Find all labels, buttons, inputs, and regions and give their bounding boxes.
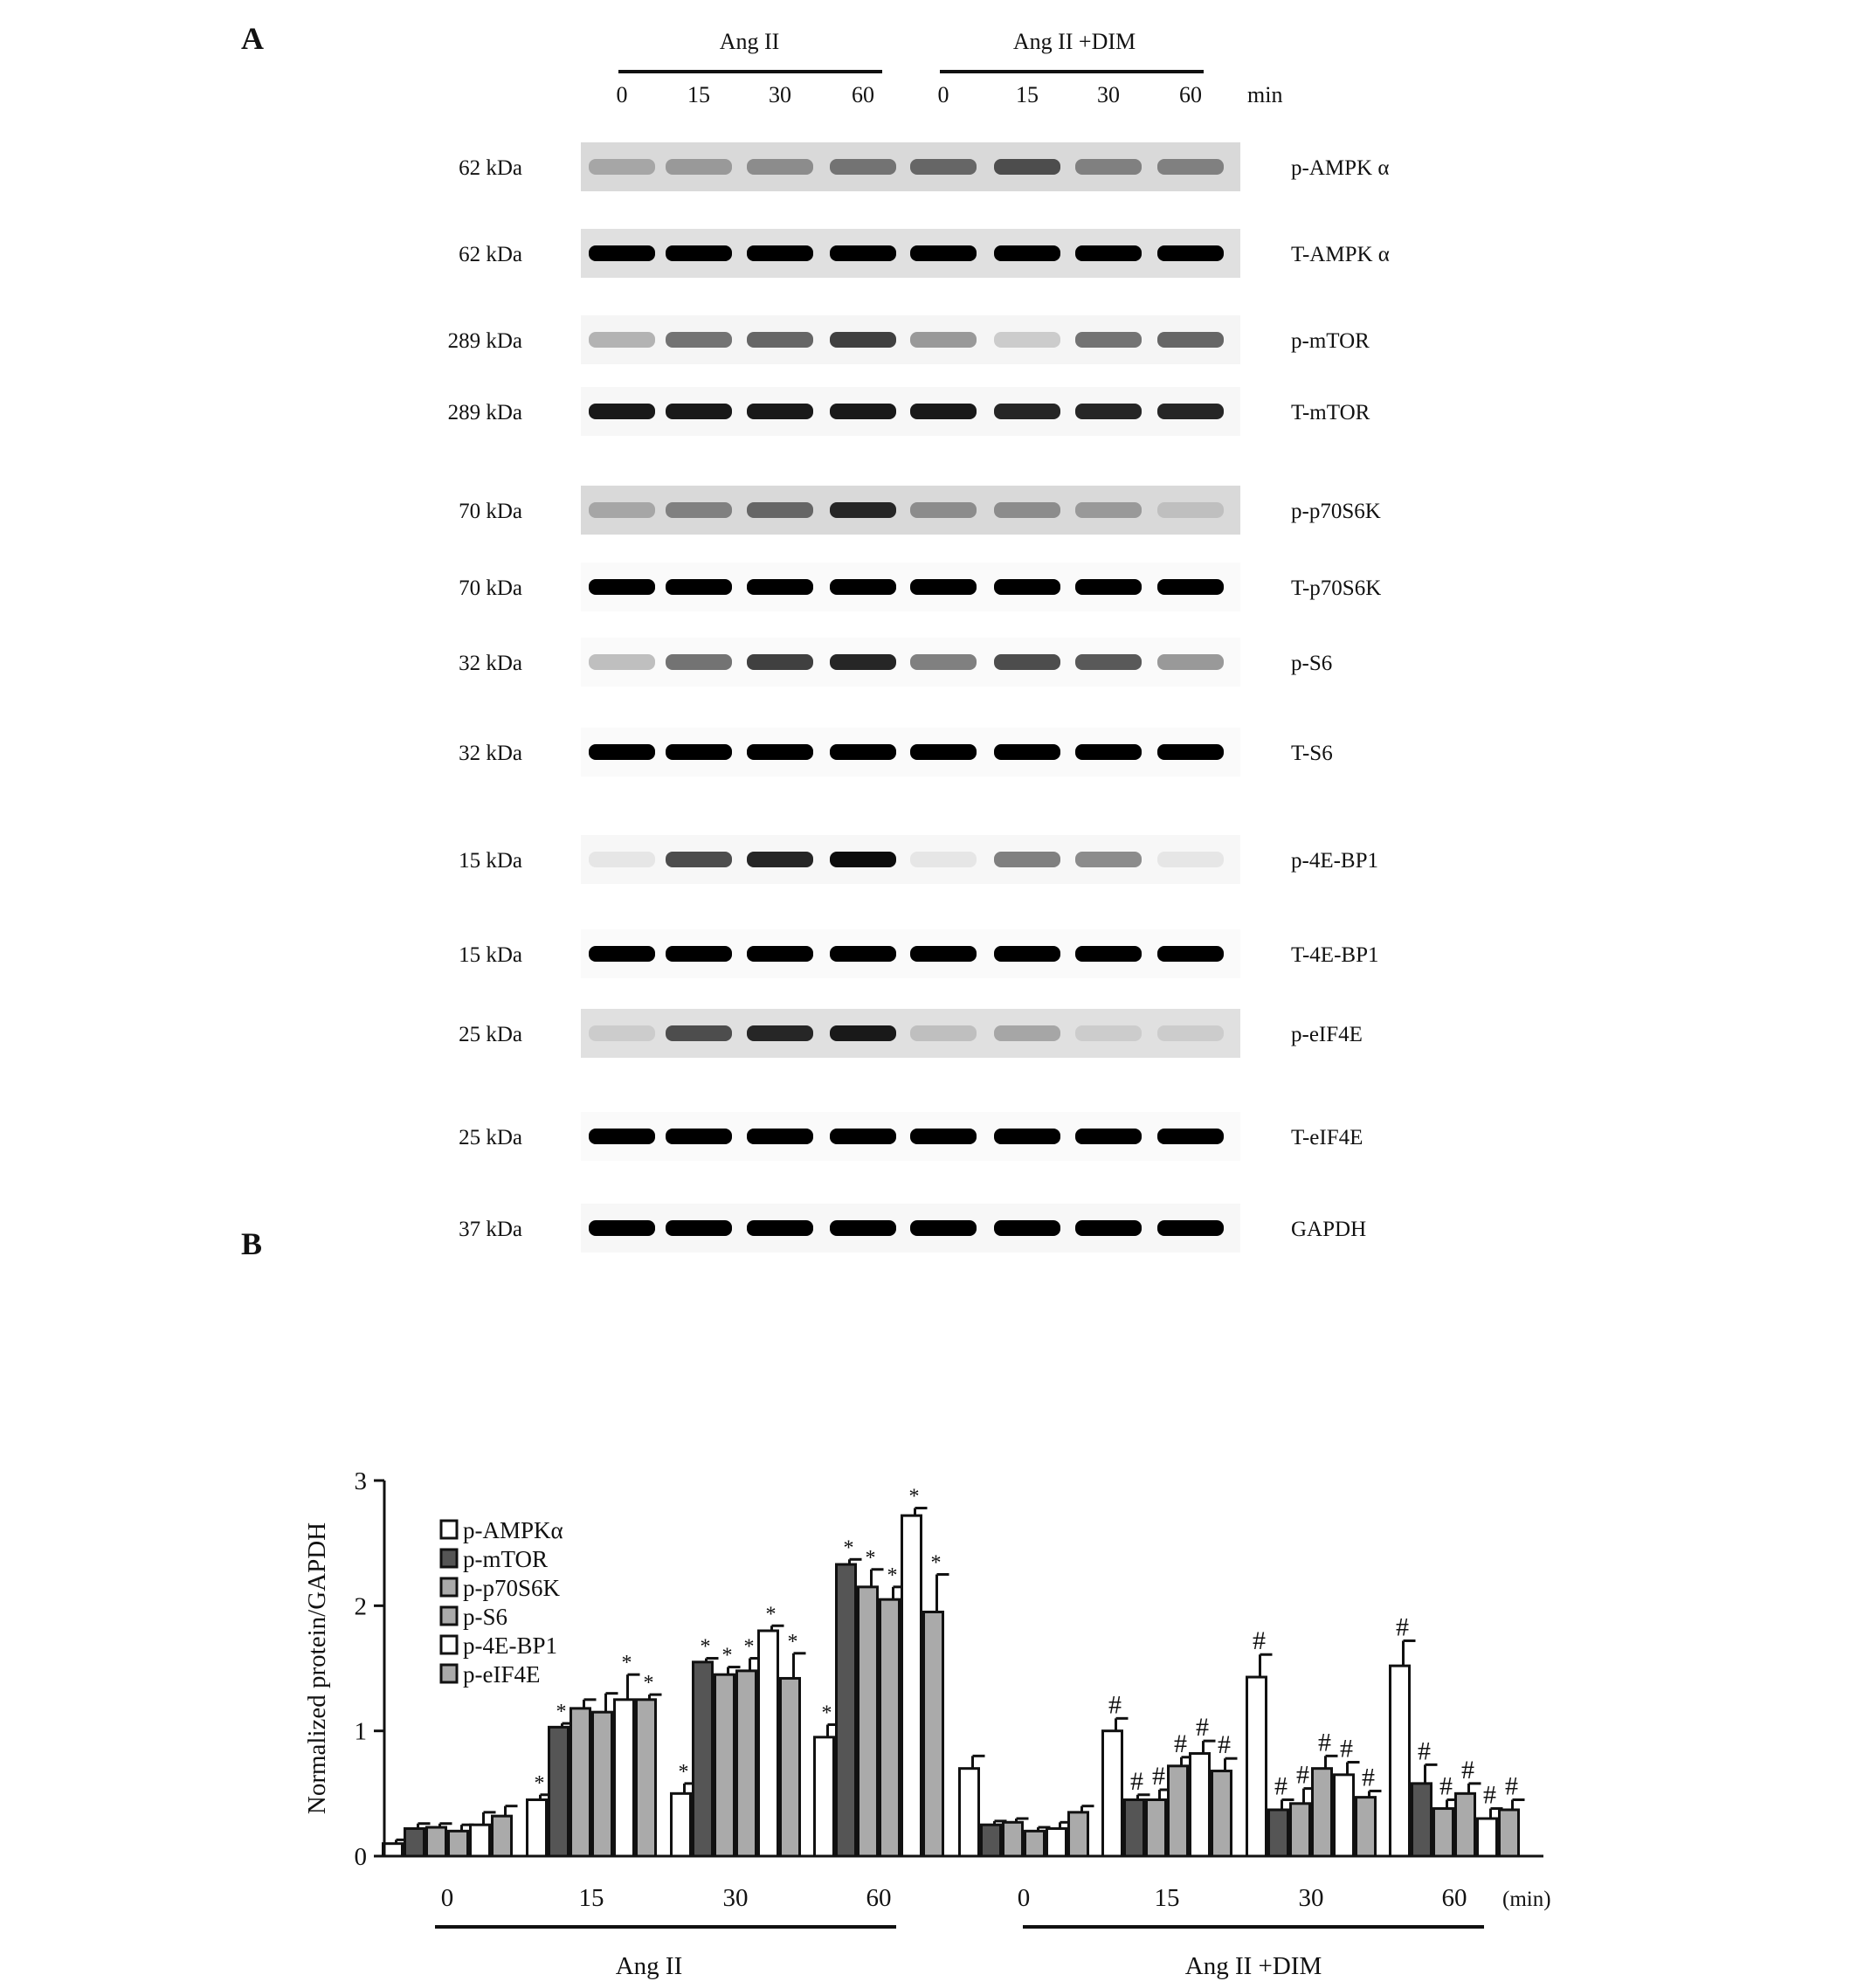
- blot-band: [1157, 404, 1224, 419]
- significance-mark: #: [1318, 1728, 1331, 1757]
- bar-p-ampk-: [528, 1800, 547, 1857]
- blot-time-label: 30: [1097, 82, 1120, 107]
- significance-mark: *: [765, 1603, 777, 1626]
- blot-protein-label: p-AMPK α: [1291, 156, 1390, 180]
- significance-mark: *: [700, 1635, 711, 1659]
- legend-label: p-S6: [463, 1604, 508, 1630]
- blot-band: [1075, 502, 1142, 518]
- bar-p-s6: [1313, 1769, 1332, 1856]
- significance-mark: #: [1418, 1736, 1431, 1766]
- blot-row: [459, 728, 1333, 777]
- bar-p-eif4e: [637, 1700, 656, 1856]
- significance-mark: *: [865, 1546, 876, 1570]
- x-tick-label: 0: [440, 1884, 454, 1912]
- blot-band: [994, 744, 1060, 760]
- blot-row: [459, 929, 1378, 978]
- legend: [441, 1517, 563, 1688]
- blot-band: [910, 946, 977, 962]
- blot-time-unit: min: [1247, 82, 1283, 107]
- blot-band: [589, 245, 655, 261]
- blot-band: [747, 1129, 813, 1144]
- blot-protein-label: p-p70S6K: [1291, 500, 1381, 523]
- y-tick-label: 2: [354, 1592, 367, 1621]
- blot-band: [994, 404, 1060, 419]
- blot-band: [994, 159, 1060, 175]
- significance-mark: #: [1196, 1713, 1209, 1743]
- bar-p-eif4e: [1069, 1812, 1088, 1856]
- blot-band: [1075, 332, 1142, 348]
- blot-protein-label: T-mTOR: [1291, 401, 1370, 425]
- significance-mark: *: [621, 1652, 632, 1675]
- legend-swatch: [441, 1550, 457, 1567]
- bar-chart: [303, 1467, 1551, 1980]
- blot-band: [994, 1129, 1060, 1144]
- blot-band: [994, 654, 1060, 670]
- significance-mark: #: [1108, 1690, 1122, 1720]
- bar-p-mtor: [982, 1825, 1001, 1856]
- blot-band: [589, 946, 655, 962]
- blot-band: [589, 654, 655, 670]
- significance-mark: #: [1130, 1766, 1143, 1796]
- blot-protein-label: p-mTOR: [1291, 329, 1370, 353]
- blot-band: [1075, 159, 1142, 175]
- blot-band: [830, 502, 896, 518]
- bar-p-p70s6k: [571, 1708, 590, 1856]
- blot-band: [747, 1025, 813, 1041]
- blot-band: [1157, 1025, 1224, 1041]
- blot-row: [459, 835, 1378, 884]
- blot-band: [830, 946, 896, 962]
- blot-protein-label: T-p70S6K: [1291, 576, 1382, 600]
- blot-band: [1157, 1129, 1224, 1144]
- blot-band: [1075, 852, 1142, 867]
- bar-p-s6: [1456, 1793, 1475, 1856]
- blot-band: [666, 1025, 732, 1041]
- blot-row: [459, 229, 1390, 278]
- legend-swatch: [441, 1636, 457, 1653]
- bar-p-p70s6k: [1434, 1809, 1453, 1856]
- blot-band: [589, 159, 655, 175]
- blot-band: [747, 332, 813, 348]
- blot-band: [1075, 1129, 1142, 1144]
- blot-band: [747, 1220, 813, 1236]
- bar-p-p70s6k: [715, 1674, 735, 1856]
- blot-time-label: 60: [1179, 82, 1202, 107]
- bar-p-eif4e: [1500, 1810, 1519, 1856]
- blot-band: [910, 852, 977, 867]
- blot-mw-label: 70 kDa: [459, 576, 522, 600]
- blot-time-label: 15: [687, 82, 710, 107]
- significance-mark: #: [1396, 1612, 1409, 1642]
- blot-band: [994, 1025, 1060, 1041]
- bar-p-4e-bp1: [1478, 1819, 1497, 1856]
- blot-mw-label: 15 kDa: [459, 849, 522, 873]
- bar-p-eif4e: [924, 1612, 943, 1857]
- blot-band: [589, 502, 655, 518]
- bar-p-ampk-: [383, 1844, 403, 1856]
- blot-band: [1075, 1025, 1142, 1041]
- blot-group2-label: Ang II +DIM: [1012, 29, 1136, 54]
- significance-mark: #: [1483, 1780, 1496, 1810]
- blot-band: [830, 654, 896, 670]
- blot-band: [747, 852, 813, 867]
- significance-mark: *: [887, 1563, 898, 1587]
- blot-band: [994, 245, 1060, 261]
- blot-mw-label: 70 kDa: [459, 500, 522, 523]
- blot-band: [1075, 654, 1142, 670]
- x-tick-label: 60: [1441, 1884, 1467, 1912]
- bar-p-mtor: [837, 1564, 856, 1856]
- legend-label: p-p70S6K: [463, 1575, 561, 1601]
- blot-band: [830, 332, 896, 348]
- blot-time-label: 0: [616, 82, 628, 107]
- blot-band: [910, 332, 977, 348]
- bar-p-p70s6k: [427, 1827, 446, 1856]
- significance-mark: *: [821, 1702, 832, 1725]
- blot-band: [747, 654, 813, 670]
- blot-band: [666, 852, 732, 867]
- blot-band: [589, 404, 655, 419]
- blot-row: [459, 638, 1332, 687]
- blot-band: [910, 1220, 977, 1236]
- blot-band: [830, 744, 896, 760]
- blot-row: [459, 486, 1381, 535]
- blot-band: [666, 1220, 732, 1236]
- x-tick-label: 0: [1017, 1884, 1031, 1912]
- blot-band: [1075, 404, 1142, 419]
- significance-mark: *: [787, 1630, 798, 1653]
- legend-label: p-4E-BP1: [463, 1633, 557, 1659]
- significance-mark: *: [556, 1701, 567, 1724]
- blot-band: [910, 404, 977, 419]
- blot-band: [589, 1129, 655, 1144]
- blot-time-label: 30: [769, 82, 791, 107]
- blot-protein-label: p-eIF4E: [1291, 1023, 1363, 1046]
- blot-band: [910, 744, 977, 760]
- legend-label: p-eIF4E: [463, 1661, 541, 1688]
- legend-swatch: [441, 1521, 457, 1538]
- legend-swatch: [441, 1607, 457, 1625]
- x-tick-label: 15: [578, 1884, 604, 1912]
- blot-band: [1075, 946, 1142, 962]
- blot-band: [994, 946, 1060, 962]
- blot-row: [459, 563, 1381, 611]
- y-tick-label: 1: [354, 1717, 367, 1746]
- bar-p-p70s6k: [859, 1587, 878, 1856]
- significance-mark: #: [1439, 1771, 1453, 1801]
- blot-protein-label: T-S6: [1291, 742, 1333, 765]
- bar-p-s6: [880, 1599, 900, 1856]
- significance-mark: #: [1253, 1626, 1266, 1656]
- blot-band: [666, 579, 732, 595]
- significance-mark: #: [1152, 1762, 1165, 1791]
- bar-p-p70s6k: [1004, 1822, 1023, 1856]
- blot-band: [747, 404, 813, 419]
- x-unit-label: (min): [1502, 1888, 1551, 1911]
- bar-p-4e-bp1: [1335, 1775, 1354, 1856]
- significance-mark: *: [721, 1644, 733, 1667]
- bar-p-mtor: [405, 1828, 425, 1856]
- blot-band: [1157, 502, 1224, 518]
- y-axis-title: Normalized protein/GAPDH: [303, 1522, 331, 1815]
- blot-band: [666, 245, 732, 261]
- blot-band: [666, 1129, 732, 1144]
- blot-band: [910, 654, 977, 670]
- bar-p-ampk-: [815, 1737, 834, 1856]
- blot-time-label: 0: [937, 82, 949, 107]
- blot-mw-label: 15 kDa: [459, 943, 522, 967]
- blot-band: [589, 579, 655, 595]
- bar-p-s6: [1025, 1831, 1045, 1856]
- blot-band: [830, 404, 896, 419]
- significance-mark: #: [1461, 1755, 1474, 1784]
- blot-time-label: 60: [852, 82, 874, 107]
- blot-row: [459, 1204, 1366, 1253]
- blot-band: [589, 744, 655, 760]
- blot-band: [910, 579, 977, 595]
- legend-label: p-AMPKα: [463, 1517, 563, 1543]
- blot-band: [994, 332, 1060, 348]
- blot-band: [747, 744, 813, 760]
- blot-band: [666, 744, 732, 760]
- significance-mark: #: [1274, 1771, 1287, 1801]
- blot-band: [1157, 245, 1224, 261]
- blot-band: [589, 332, 655, 348]
- legend-swatch: [441, 1578, 457, 1596]
- x-tick-label: 30: [1298, 1884, 1324, 1912]
- blot-band: [910, 245, 977, 261]
- blot-band: [666, 946, 732, 962]
- bar-p-ampk-: [1103, 1731, 1122, 1856]
- bar-p-s6: [449, 1831, 468, 1856]
- blot-band: [1157, 744, 1224, 760]
- bar-p-s6: [593, 1712, 612, 1856]
- blot-mw-label: 289 kDa: [447, 329, 522, 353]
- blot-mw-label: 289 kDa: [447, 401, 522, 425]
- blot-mw-label: 25 kDa: [459, 1023, 522, 1046]
- blot-band: [1157, 946, 1224, 962]
- significance-mark: *: [678, 1760, 689, 1784]
- bar-p-4e-bp1: [759, 1631, 778, 1856]
- blot-mw-label: 32 kDa: [459, 652, 522, 675]
- significance-mark: *: [534, 1771, 545, 1795]
- blot-protein-label: p-4E-BP1: [1291, 849, 1378, 873]
- bar-p-4e-bp1: [902, 1515, 922, 1856]
- blot-band: [666, 502, 732, 518]
- bar-p-mtor: [694, 1662, 713, 1856]
- x-group1-label: Ang II: [615, 1952, 683, 1980]
- bar-p-s6: [1169, 1766, 1188, 1856]
- bar-p-mtor: [1412, 1784, 1432, 1856]
- blot-band: [994, 852, 1060, 867]
- blot-rows: [448, 142, 1390, 1253]
- blot-mw-label: 32 kDa: [459, 742, 522, 765]
- blot-band: [830, 852, 896, 867]
- blot-band: [830, 245, 896, 261]
- blot-band: [830, 579, 896, 595]
- blot-time-labels: [617, 82, 1203, 107]
- blot-protein-label: T-eIF4E: [1291, 1126, 1363, 1149]
- significance-mark: *: [743, 1635, 755, 1659]
- blot-band: [1075, 245, 1142, 261]
- blot-band: [747, 579, 813, 595]
- blot-band: [589, 852, 655, 867]
- significance-mark: #: [1218, 1730, 1231, 1760]
- y-ticks: [355, 1467, 385, 1871]
- x-group2-label: Ang II +DIM: [1184, 1952, 1322, 1980]
- blot-band: [589, 1220, 655, 1236]
- blot-band: [994, 1220, 1060, 1236]
- blot-row: [448, 315, 1370, 364]
- bar-p-eif4e: [1357, 1798, 1376, 1856]
- significance-mark: #: [1505, 1771, 1518, 1801]
- blot-band: [830, 1025, 896, 1041]
- y-tick-label: 3: [354, 1467, 367, 1495]
- bar-p-ampk-: [672, 1793, 691, 1856]
- blot-band: [666, 654, 732, 670]
- blot-row: [448, 387, 1370, 436]
- bar-p-s6: [737, 1671, 756, 1856]
- blot-band: [910, 159, 977, 175]
- legend-swatch: [441, 1665, 457, 1682]
- significance-mark: #: [1174, 1729, 1187, 1758]
- blot-band: [1157, 332, 1224, 348]
- bar-p-eif4e: [781, 1678, 800, 1856]
- bar-p-eif4e: [1212, 1771, 1232, 1856]
- blot-group1-label: Ang II: [719, 29, 780, 54]
- bar-p-eif4e: [493, 1816, 512, 1856]
- blot-band: [830, 1129, 896, 1144]
- x-tick-label: 15: [1154, 1884, 1180, 1912]
- significance-mark: *: [843, 1536, 854, 1560]
- blot-band: [910, 1129, 977, 1144]
- blot-band: [830, 1220, 896, 1236]
- blot-protein-label: T-4E-BP1: [1291, 943, 1379, 967]
- bar-p-p70s6k: [1147, 1800, 1166, 1857]
- blot-band: [589, 1025, 655, 1041]
- panel-label-a: A: [241, 21, 264, 56]
- blot-band: [1075, 579, 1142, 595]
- blot-mw-label: 25 kDa: [459, 1126, 522, 1149]
- blot-band: [994, 502, 1060, 518]
- significance-mark: *: [930, 1551, 942, 1575]
- blot-band: [666, 404, 732, 419]
- significance-mark: #: [1362, 1763, 1375, 1792]
- blot-band: [747, 159, 813, 175]
- blot-band: [994, 579, 1060, 595]
- significance-mark: *: [908, 1485, 920, 1508]
- x-tick-label: 30: [722, 1884, 749, 1912]
- y-tick-label: 0: [354, 1843, 367, 1871]
- significance-mark: #: [1340, 1734, 1353, 1764]
- blot-band: [666, 332, 732, 348]
- blot-band: [1157, 852, 1224, 867]
- bar-p-ampk-: [960, 1769, 979, 1856]
- blot-row: [459, 1112, 1363, 1161]
- blot-band: [830, 159, 896, 175]
- legend-label: p-mTOR: [463, 1546, 549, 1572]
- bar-p-mtor: [549, 1727, 569, 1856]
- blot-protein-label: T-AMPK α: [1291, 243, 1390, 266]
- blot-row: [459, 1009, 1363, 1058]
- blot-protein-label: p-S6: [1291, 652, 1333, 675]
- bar-p-4e-bp1: [1047, 1828, 1067, 1856]
- blot-band: [666, 159, 732, 175]
- x-tick-label: 60: [866, 1884, 892, 1912]
- bar-p-mtor: [1125, 1800, 1144, 1857]
- bar-p-4e-bp1: [471, 1825, 490, 1856]
- blot-band: [1157, 159, 1224, 175]
- blot-band: [910, 1025, 977, 1041]
- bar-p-4e-bp1: [615, 1700, 634, 1856]
- blot-band: [1157, 579, 1224, 595]
- blot-mw-label: 62 kDa: [459, 156, 522, 180]
- bar-p-ampk-: [1391, 1666, 1410, 1856]
- blot-band: [1075, 1220, 1142, 1236]
- significance-mark: *: [643, 1672, 654, 1695]
- blot-band: [747, 245, 813, 261]
- blot-band: [1075, 744, 1142, 760]
- blot-band: [1157, 654, 1224, 670]
- blot-band: [1157, 1220, 1224, 1236]
- significance-mark: #: [1296, 1760, 1309, 1790]
- bar-p-mtor: [1269, 1810, 1288, 1856]
- panel-label-b: B: [241, 1226, 263, 1261]
- blot-band: [747, 502, 813, 518]
- bar-p-4e-bp1: [1191, 1753, 1210, 1856]
- blot-time-label: 15: [1016, 82, 1039, 107]
- bar-p-p70s6k: [1291, 1804, 1310, 1856]
- blot-protein-label: GAPDH: [1291, 1218, 1367, 1241]
- blot-mw-label: 37 kDa: [459, 1218, 522, 1241]
- x-tick-labels: [441, 1884, 1467, 1912]
- blot-row: [459, 142, 1389, 191]
- blot-band: [910, 502, 977, 518]
- blot-mw-label: 62 kDa: [459, 243, 522, 266]
- blot-band: [747, 946, 813, 962]
- bar-p-ampk-: [1247, 1677, 1267, 1856]
